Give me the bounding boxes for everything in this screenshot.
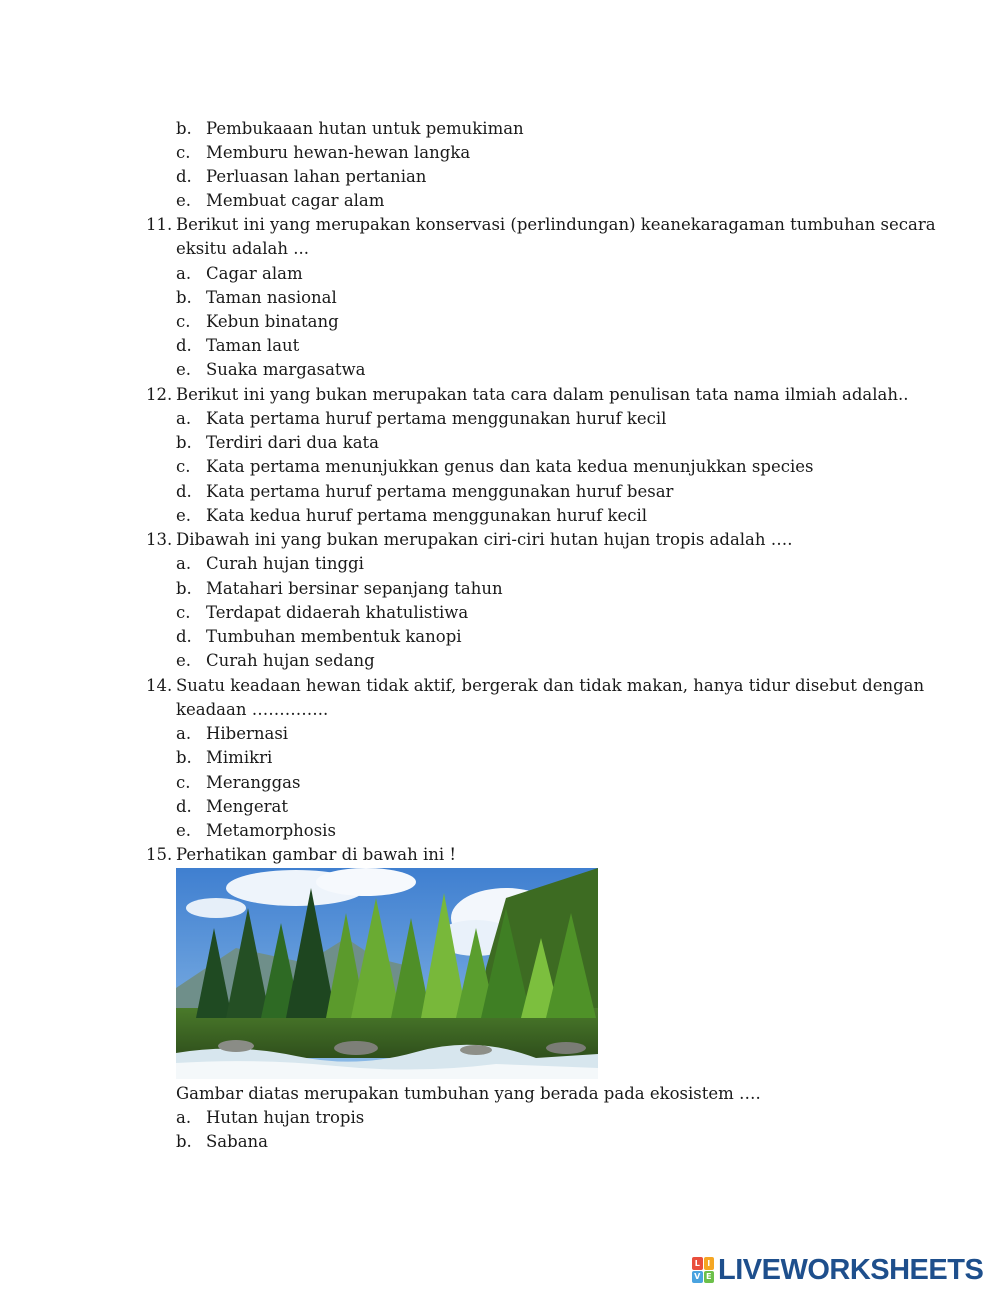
option-letter: b. — [176, 1132, 192, 1151]
option-letter: a. — [176, 1108, 192, 1127]
option-text: Mimikri — [206, 748, 273, 767]
option-letter: c. — [176, 773, 191, 792]
option-letter: a. — [176, 724, 192, 743]
badge-letter: E — [704, 1271, 715, 1284]
option-text: Membuat cagar alam — [206, 191, 385, 210]
question-number: 11. — [146, 215, 173, 234]
option-letter: c. — [176, 603, 191, 622]
option-text: Terdiri dari dua kata — [206, 433, 380, 452]
option-text: Curah hujan tinggi — [206, 554, 364, 573]
option-text: Curah hujan sedang — [206, 651, 375, 670]
question-number: 14. — [146, 676, 173, 695]
option-text: Taman nasional — [206, 288, 337, 307]
option-text: Cagar alam — [206, 264, 303, 283]
option-text: Hutan hujan tropis — [206, 1108, 365, 1127]
option-letter: c. — [176, 143, 191, 162]
option-text: Kebun binatang — [206, 312, 339, 331]
caption-text: Gambar diatas merupakan tumbuhan yang berada pada ekosistem …. — [176, 1084, 761, 1103]
option-text: Taman laut — [206, 336, 300, 355]
question-text: keadaan ………….. — [176, 700, 329, 719]
option-text: Kata pertama huruf pertama menggunakan huruf kecil — [206, 409, 667, 428]
option-letter: b. — [176, 579, 192, 598]
option-letter: e. — [176, 821, 192, 840]
option-text: Kata kedua huruf pertama menggunakan huruf kecil — [206, 506, 648, 525]
option-text: Perluasan lahan pertanian — [206, 167, 427, 186]
option-text: Suaka margasatwa — [206, 360, 366, 379]
option-letter: d. — [176, 482, 192, 501]
forest-photo — [176, 868, 598, 1079]
option-letter: b. — [176, 119, 192, 138]
option-letter: b. — [176, 748, 192, 767]
brand-name: LIVEWORKSHEETS — [718, 1253, 984, 1286]
question-text: Perhatikan gambar di bawah ini ! — [176, 845, 457, 864]
option-letter: e. — [176, 506, 192, 525]
option-letter: c. — [176, 312, 191, 331]
option-text: Sabana — [206, 1132, 269, 1151]
option-letter: e. — [176, 651, 192, 670]
option-letter: d. — [176, 627, 192, 646]
option-letter: b. — [176, 433, 192, 452]
question-number: 12. — [146, 385, 173, 404]
option-text: Kata pertama menunjukkan genus dan kata kedua menunjukkan species — [206, 457, 814, 476]
option-text: Meranggas — [206, 773, 301, 792]
option-text: Matahari bersinar sepanjang tahun — [206, 579, 503, 598]
option-letter: c. — [176, 457, 191, 476]
badge-letter: L — [692, 1257, 703, 1270]
option-text: Mengerat — [206, 797, 288, 816]
option-letter: a. — [176, 264, 192, 283]
badge-letter: I — [704, 1257, 715, 1270]
option-letter: e. — [176, 191, 192, 210]
question-text: Dibawah ini yang bukan merupakan ciri-ciri hutan hujan tropis adalah …. — [176, 530, 793, 549]
option-text: Memburu hewan-hewan langka — [206, 143, 471, 162]
option-text: Terdapat didaerah khatulistiwa — [206, 603, 469, 622]
option-text: Metamorphosis — [206, 821, 336, 840]
live-badge-icon — [692, 1257, 714, 1283]
option-letter: e. — [176, 360, 192, 379]
question-text: Berikut ini yang bukan merupakan tata cara dalam penulisan tata nama ilmiah adalah.. — [176, 385, 909, 404]
option-letter: d. — [176, 167, 192, 186]
option-letter: a. — [176, 409, 192, 428]
option-letter: d. — [176, 336, 192, 355]
option-letter: a. — [176, 554, 192, 573]
option-letter: b. — [176, 288, 192, 307]
question-text: eksitu adalah ... — [176, 239, 309, 258]
question-text: Suatu keadaan hewan tidak aktif, bergerak dan tidak makan, hanya tidur disebut dengan — [176, 676, 925, 695]
option-text: Pembukaaan hutan untuk pemukiman — [206, 119, 524, 138]
option-text: Hibernasi — [206, 724, 289, 743]
question-number: 13. — [146, 530, 173, 549]
option-letter: d. — [176, 797, 192, 816]
option-text: Kata pertama huruf pertama menggunakan huruf besar — [206, 482, 674, 501]
question-text: Berikut ini yang merupakan konservasi (perlindungan) keanekaragaman tumbuhan secara — [176, 215, 936, 234]
liveworksheets-logo — [692, 1252, 983, 1288]
question-number: 15. — [146, 845, 173, 864]
option-text: Tumbuhan membentuk kanopi — [206, 627, 462, 646]
badge-letter: V — [692, 1271, 703, 1284]
